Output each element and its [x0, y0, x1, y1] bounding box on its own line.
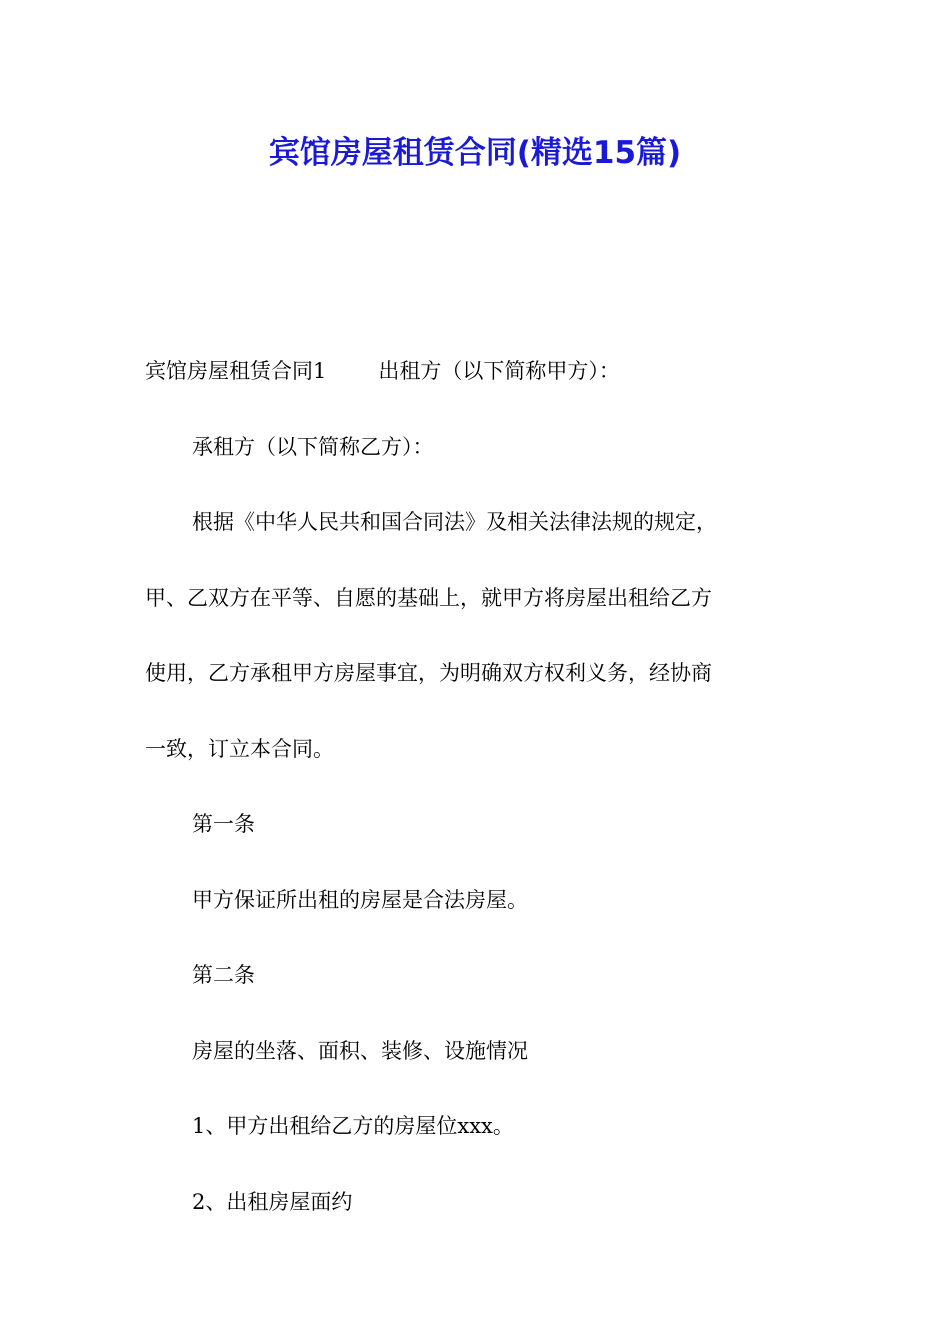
preamble-line-2: 甲、乙双方在平等、自愿的基础上，就甲方将房屋出租给乙方: [145, 585, 712, 610]
preamble-line-1: 根据《中华人民共和国合同法》及相关法律法规的规定，: [192, 510, 717, 534]
article-2-text: 房屋的坐落、面积、装修、设施情况: [192, 1038, 528, 1063]
lessor-line: 出租方（以下简称甲方）：: [378, 359, 620, 383]
article-1-text: 甲方保证所出租的房屋是合法房屋。: [192, 887, 528, 912]
preamble-line-4: 一致，订立本合同。: [145, 736, 334, 761]
preamble-line-3: 使用，乙方承租甲方房屋事宜，为明确双方权利义务，经协商: [145, 661, 712, 685]
item-1-text: 1、甲方出租给乙方的房屋位xxx。: [192, 1114, 514, 1138]
article-2-heading: 第二条: [192, 963, 255, 987]
document-body: [145, 334, 807, 1240]
section-label: 宾馆房屋租赁合同1: [145, 359, 327, 383]
section-header-line: [145, 334, 807, 410]
document-title: 宾馆房屋租赁合同(精选15篇): [268, 135, 682, 171]
article-1-heading: 第一条: [192, 812, 255, 836]
item-2-text: 2、出租房屋面约: [192, 1189, 353, 1214]
lessee-line: 承租方（以下简称乙方）：: [192, 434, 434, 459]
